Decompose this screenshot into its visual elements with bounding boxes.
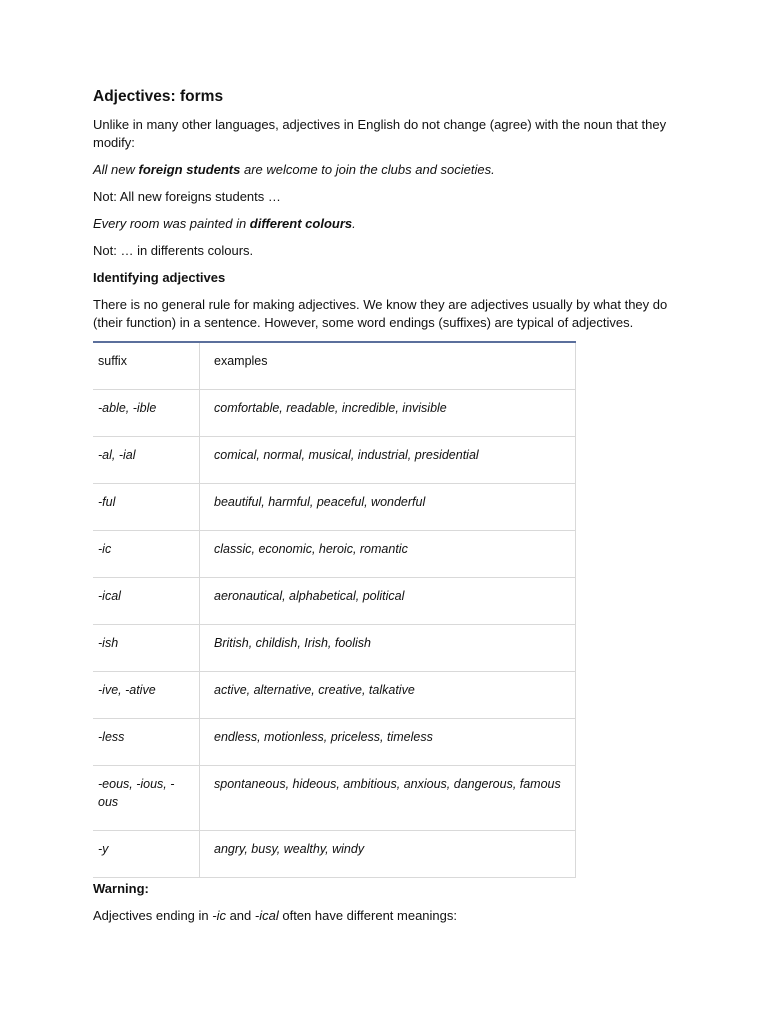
examples-cell: beautiful, harmful, peaceful, wonderful bbox=[200, 484, 576, 531]
warning-post: often have different meanings: bbox=[278, 908, 458, 923]
table-row bbox=[93, 484, 576, 531]
table-row bbox=[93, 531, 576, 578]
warning-heading: Warning: bbox=[93, 881, 149, 896]
examples-cell: spontaneous, hideous, ambitious, anxious, dangerous, famous bbox=[200, 766, 576, 831]
suffix-cell: -al, -ial bbox=[93, 437, 200, 484]
warning-em-ic: -ic bbox=[212, 908, 226, 923]
example-sentence-2 bbox=[93, 215, 673, 233]
table-row bbox=[93, 578, 576, 625]
table-row bbox=[93, 719, 576, 766]
suffix-cell: -ical bbox=[93, 578, 200, 625]
examples-cell: comfortable, readable, incredible, invisible bbox=[200, 390, 576, 437]
examples-cell: endless, motionless, priceless, timeless bbox=[200, 719, 576, 766]
suffix-cell: -ful bbox=[93, 484, 200, 531]
identifying-paragraph: There is no general rule for making adjectives. We know they are adjectives usually by what they do (their function) in a sentence. However, some word endings (suffixes) are typical of adjectives. bbox=[93, 297, 668, 330]
table-row bbox=[93, 625, 576, 672]
example-1-pre: All new bbox=[93, 162, 139, 177]
examples-cell: aeronautical, alphabetical, political bbox=[200, 578, 576, 625]
not-example-1: Not: All new foreigns students … bbox=[93, 189, 281, 204]
suffix-cell: -able, -ible bbox=[93, 390, 200, 437]
example-2-bold: different colours bbox=[249, 216, 353, 231]
suffix-cell: -y bbox=[93, 831, 200, 878]
examples-cell: active, alternative, creative, talkative bbox=[200, 672, 576, 719]
table-row bbox=[93, 672, 576, 719]
example-sentence-1 bbox=[93, 161, 673, 179]
table-row bbox=[93, 437, 576, 484]
section-heading: Identifying adjectives bbox=[93, 270, 226, 285]
suffix-table bbox=[93, 341, 576, 878]
example-1-post: are welcome to join the clubs and societies. bbox=[240, 162, 495, 177]
suffix-cell: -less bbox=[93, 719, 200, 766]
document-page bbox=[93, 86, 673, 934]
table-header-row bbox=[93, 342, 576, 390]
warning-paragraph bbox=[93, 907, 673, 925]
suffix-cell: -ish bbox=[93, 625, 200, 672]
intro-paragraph: Unlike in many other languages, adjectives in English do not change (agree) with the noun that they modify: bbox=[93, 117, 667, 150]
examples-cell: British, childish, Irish, foolish bbox=[200, 625, 576, 672]
example-2-pre: Every room was painted in bbox=[93, 216, 250, 231]
table-row bbox=[93, 766, 576, 831]
table-header-examples: examples bbox=[200, 342, 576, 390]
suffix-cell: -ive, -ative bbox=[93, 672, 200, 719]
suffix-cell: -eous, -ious, -ous bbox=[93, 766, 200, 831]
suffix-cell: -ic bbox=[93, 531, 200, 578]
table-header-suffix: suffix bbox=[93, 342, 200, 390]
table-row bbox=[93, 831, 576, 878]
table-row bbox=[93, 390, 576, 437]
not-example-2: Not: … in differents colours. bbox=[93, 243, 254, 258]
examples-cell: angry, busy, wealthy, windy bbox=[200, 831, 576, 878]
page-title: Adjectives: forms bbox=[93, 88, 224, 105]
warning-em-ical: -ical bbox=[254, 908, 279, 923]
examples-cell: comical, normal, musical, industrial, presidential bbox=[200, 437, 576, 484]
warning-mid: and bbox=[225, 908, 255, 923]
examples-cell: classic, economic, heroic, romantic bbox=[200, 531, 576, 578]
example-1-bold: foreign students bbox=[138, 162, 241, 177]
example-2-post: . bbox=[352, 216, 356, 231]
warning-pre: Adjectives ending in bbox=[93, 908, 213, 923]
